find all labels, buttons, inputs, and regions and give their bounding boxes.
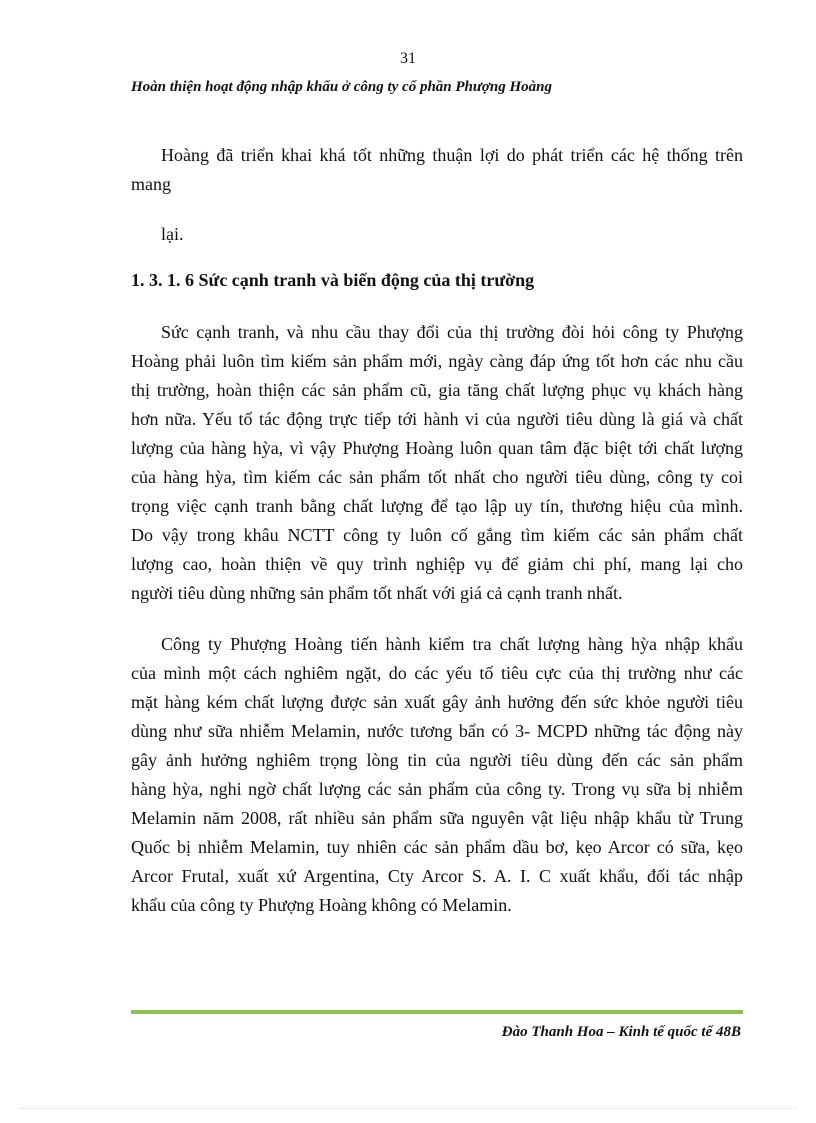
- page-bottom-border: [20, 1108, 796, 1109]
- paragraph-line: Công ty Phượng Hoàng tiến hành kiểm tra chất lượng hàng hỳa nhập khẩu: [161, 634, 743, 654]
- paragraph-line: Do vậy trong khâu NCTT công ty luôn cố gắng tìm kiếm các sản phẩm chất: [131, 525, 743, 545]
- paragraph-line: khẩu của công ty Phượng Hoàng không có Melamin.: [131, 895, 512, 915]
- intro-line: lại.: [161, 224, 184, 244]
- paragraph-line: hơn nữa. Yếu tố tác động trực tiếp tới hành vi của người tiêu dùng là giá và chất: [131, 409, 743, 429]
- paragraph-line: mặt hàng kém chất lượng được sản xuất gây ảnh hưởng đến sức khỏe người tiêu: [131, 692, 743, 712]
- footer-author: Đào Thanh Hoa – Kinh tế quốc tế 48B: [501, 1024, 741, 1040]
- paragraph-line: Quốc bị nhiễm Melamin, tuy nhiên các sản phẩm dầu bơ, kẹo Arcor có sữa, kẹo: [131, 837, 743, 857]
- paragraph-line: của mình một cách nghiêm ngặt, do các yếu tố tiêu cực của thị trường như các: [131, 663, 743, 683]
- paragraph-line: dùng như sữa nhiễm Melamin, nước tương bẩn có 3- MCPD những tác động này: [131, 721, 743, 741]
- paragraph-line: Melamin năm 2008, rất nhiều sản phẩm sữa nguyên vật liệu nhập khẩu từ Trung: [131, 808, 743, 828]
- paragraph-line: người tiêu dùng những sản phẩm tốt nhất với giá cả cạnh tranh nhất.: [131, 583, 623, 603]
- paragraph-line: hàng hỳa, nghi ngờ chất lượng các sản phẩm của công ty. Trong vụ sữa bị nhiễm: [131, 779, 743, 799]
- paragraph-line: của hàng hỳa, tìm kiếm các sản phẩm tốt nhất cho người tiêu dùng, công ty coi: [131, 467, 743, 487]
- intro-line: Hoàng đã triển khai khá tốt những thuận lợi do phát triển các hệ thống trên: [161, 145, 743, 165]
- paragraph-line: Hoàng phải luôn tìm kiếm sản phẩm mới, ngày càng đáp ứng tốt hơn các nhu cầu: [131, 351, 743, 371]
- paragraph-line: gây ảnh hưởng nghiêm trọng lòng tin của người tiêu dùng đến các sản phẩm: [131, 750, 743, 770]
- paragraph-line: thị trường, hoàn thiện các sản phẩm cũ, gia tăng chất lượng phục vụ khách hàng: [131, 380, 743, 400]
- paragraph-line: trọng việc cạnh tranh bằng chất lượng để tạo lập uy tín, thương hiệu của mình.: [131, 496, 743, 516]
- section-heading: 1. 3. 1. 6 Sức cạnh tranh và biến động của thị trường: [131, 270, 535, 290]
- paragraph-line: Sức cạnh tranh, và nhu cầu thay đổi của thị trường đòi hỏi công ty Phượng: [161, 322, 743, 342]
- intro-line: mang: [131, 174, 171, 194]
- running-header: Hoàn thiện hoạt động nhập khẩu ở công ty cổ phần Phượng Hoàng: [131, 79, 553, 95]
- footer-rule: [131, 1010, 743, 1014]
- paragraph-line: lượng của hàng hỳa, vì vậy Phượng Hoàng luôn quan tâm đặc biệt tới chất lượng: [131, 438, 743, 458]
- paragraph-line: Arcor Frutal, xuất xứ Argentina, Cty Arcor S. A. I. C xuất khẩu, đối tác nhập: [131, 866, 743, 886]
- paragraph-line: lượng cao, hoàn thiện về quy trình nghiệp vụ để giảm chi phí, mang lại cho: [131, 554, 743, 574]
- page-number: 31: [400, 50, 416, 67]
